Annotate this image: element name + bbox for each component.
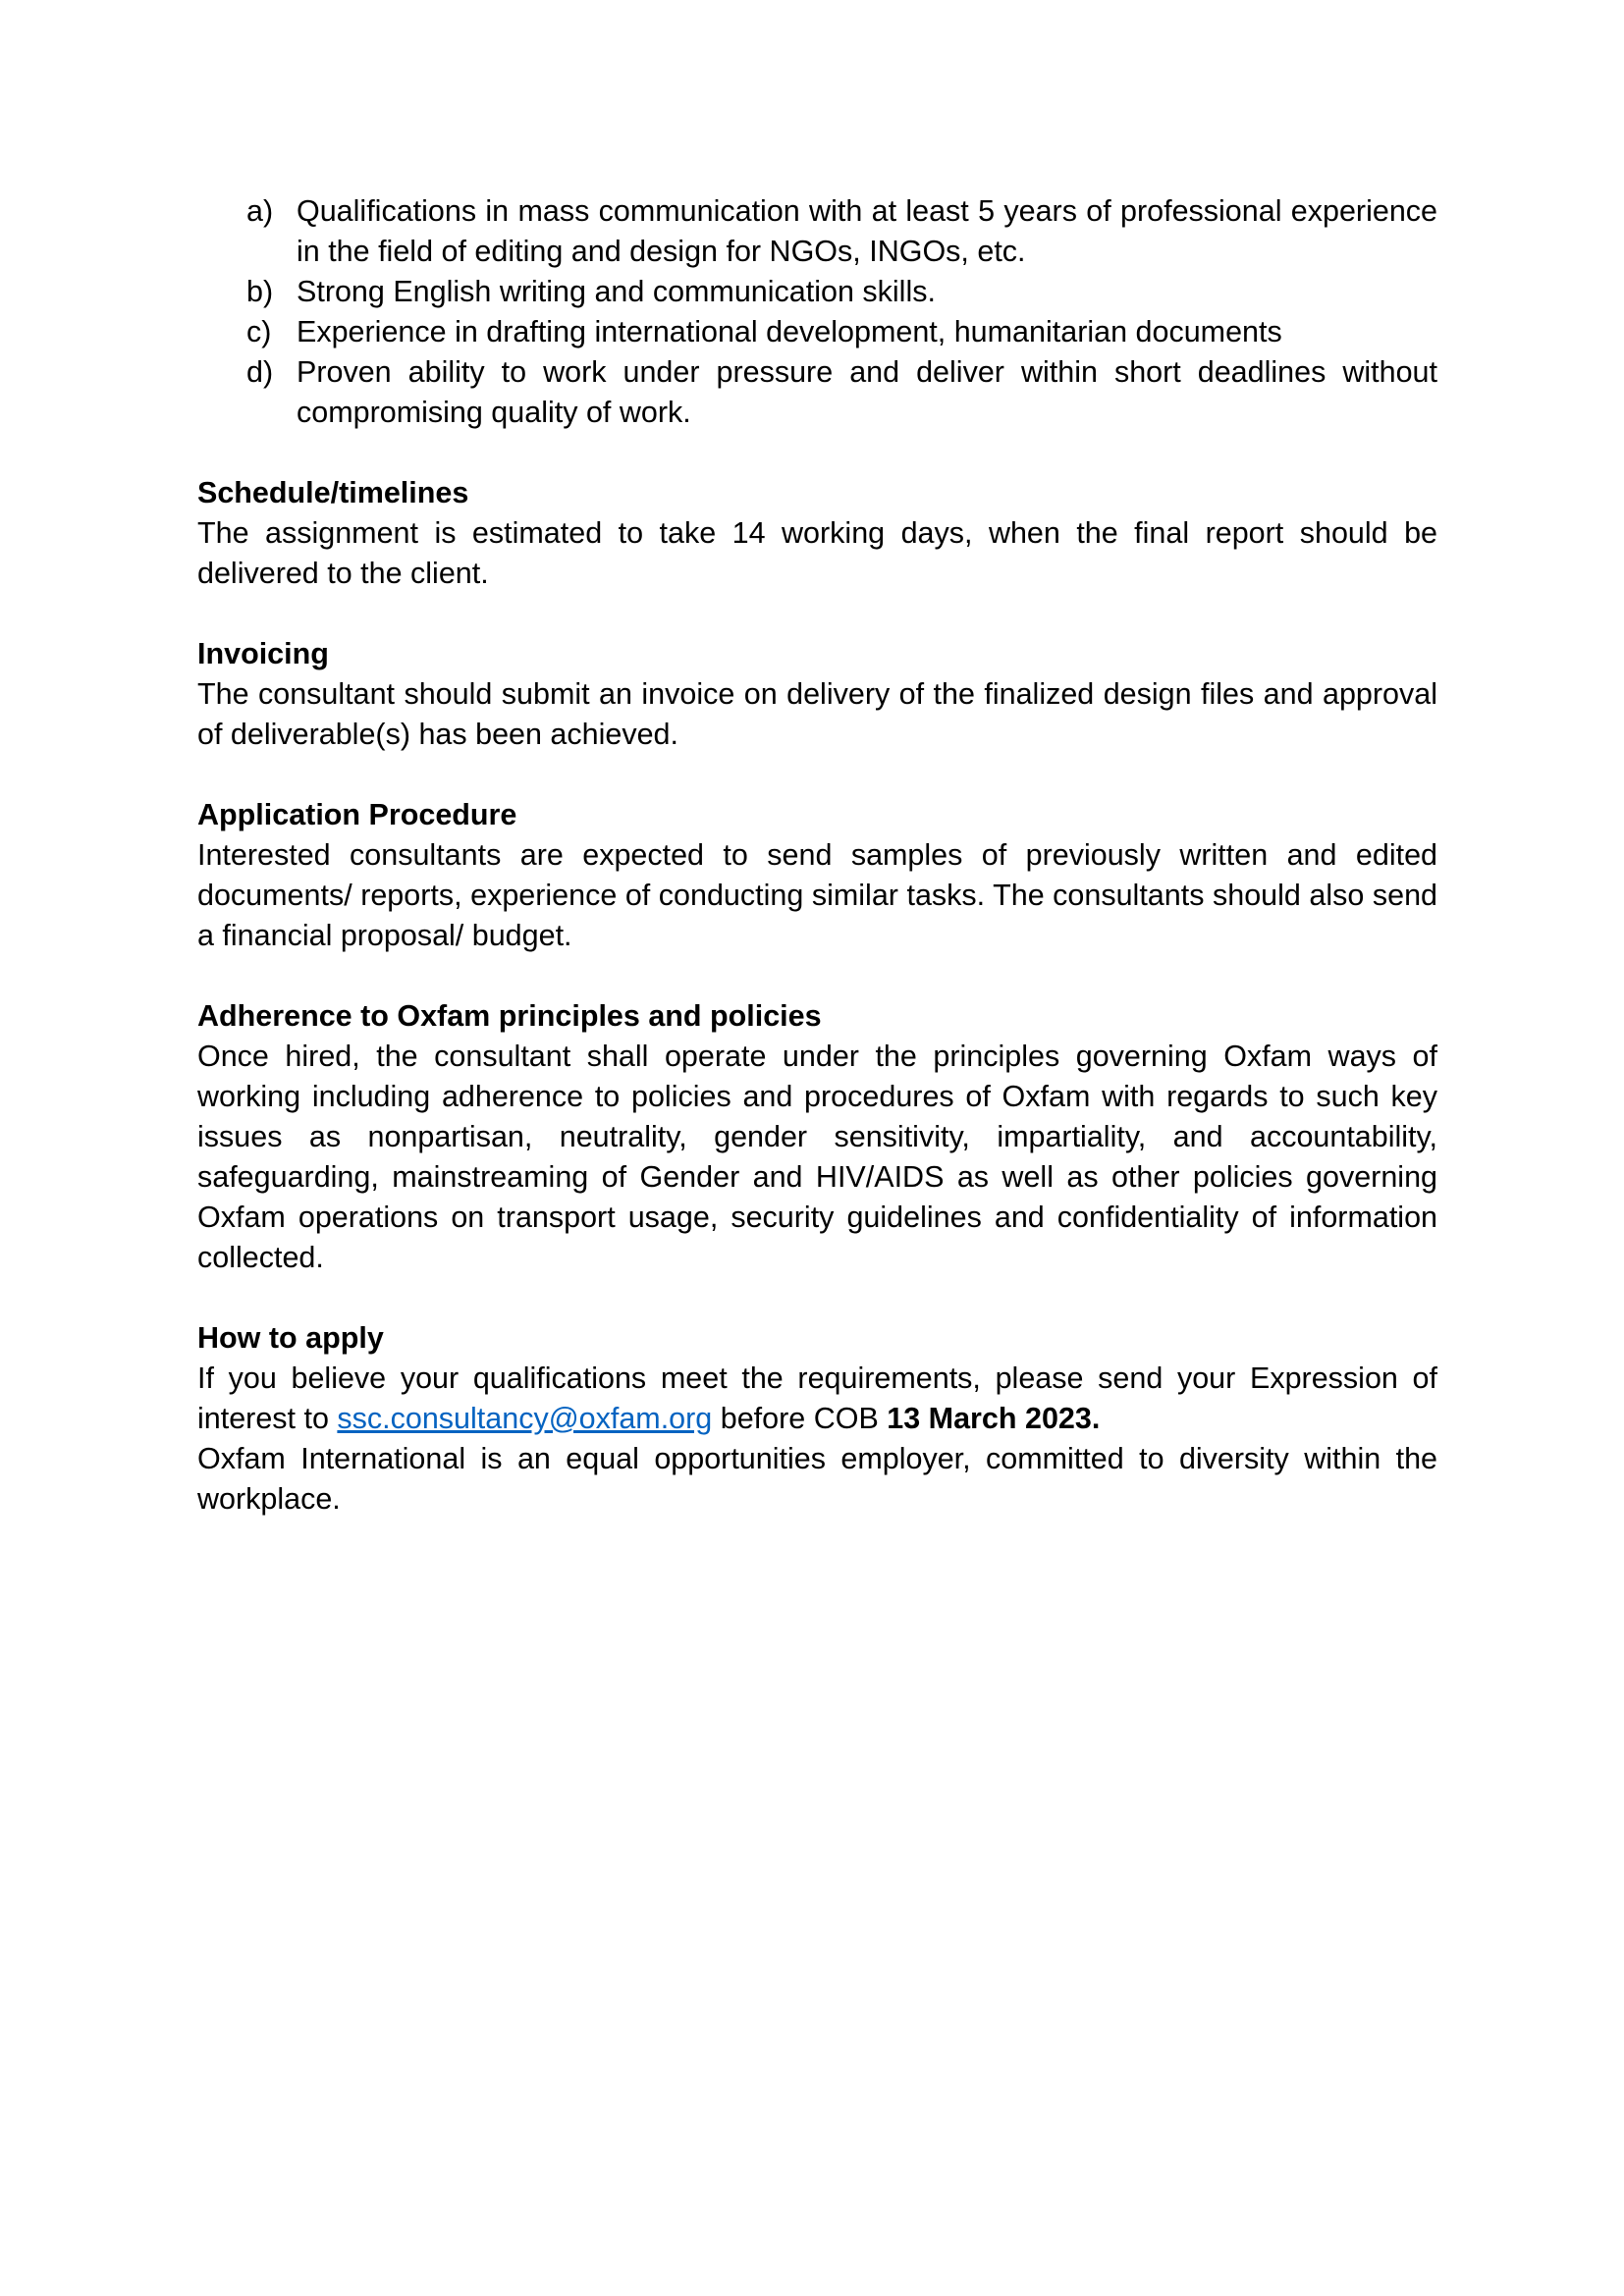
list-marker: b) — [246, 275, 274, 308]
schedule-heading: Schedule/timelines — [197, 476, 469, 509]
schedule-body: The assignment is estimated to take 14 working days, when the final report should be delivered to the client. — [197, 516, 1437, 590]
qualification-item-a — [197, 191, 1437, 272]
qualification-text: Experience in drafting international development, humanitarian documents — [297, 315, 1282, 348]
qualification-text: Qualifications in mass communication with at least 5 years of professional experience in the field of editing and design for NGOs, INGOs, etc. — [297, 194, 1437, 268]
adherence-heading: Adherence to Oxfam principles and policies — [197, 999, 822, 1033]
how-to-apply-middle: before COB — [712, 1402, 888, 1435]
qualification-text: Strong English writing and communication skills. — [297, 275, 936, 308]
email-link[interactable]: ssc.consultancy@oxfam.org — [337, 1402, 713, 1435]
how-to-apply-heading: How to apply — [197, 1321, 384, 1355]
qualifications-list — [197, 191, 1437, 433]
qualification-item-b — [197, 272, 1437, 312]
adherence-section — [197, 996, 1437, 1278]
how-to-apply-body — [197, 1359, 1437, 1439]
equal-opportunity-statement: Oxfam International is an equal opportunities employer, committed to diversity within the workplace. — [197, 1442, 1437, 1516]
list-marker: c) — [246, 315, 272, 348]
list-marker: d) — [246, 355, 274, 389]
invoicing-body: The consultant should submit an invoice on delivery of the finalized design files and approval of deliverable(s) has been achieved. — [197, 677, 1437, 751]
invoicing-heading: Invoicing — [197, 637, 329, 670]
application-body: Interested consultants are expected to send samples of previously written and edited documents/ reports, experience of conducting similar tasks. The consultants should also send a financial proposal/ budget. — [197, 838, 1437, 952]
application-section — [197, 795, 1437, 956]
application-heading: Application Procedure — [197, 798, 517, 831]
deadline-date: 13 March 2023. — [887, 1402, 1101, 1435]
invoicing-section — [197, 634, 1437, 755]
qualification-item-c — [197, 312, 1437, 352]
document-page — [197, 191, 1437, 1520]
schedule-section — [197, 473, 1437, 594]
adherence-body: Once hired, the consultant shall operate under the principles governing Oxfam ways of working including adherence to policies and procedures of Oxfam with regards to such key issues as nonpartisan, neutrality, gender sensitivity, impartiality, and accountability, safeguarding, mainstreaming of Gender and HIV/AIDS as well as other policies governing Oxfam operations on transport usage, security guidelines and confidentiality of information collected. — [197, 1040, 1437, 1274]
how-to-apply-section — [197, 1318, 1437, 1520]
list-marker: a) — [246, 194, 274, 228]
qualification-text: Proven ability to work under pressure and deliver within short deadlines without compromising quality of work. — [297, 355, 1437, 429]
qualification-item-d — [197, 352, 1437, 433]
how-to-apply-prefix: If you believe your qualifications meet the requirements, please send your Expression of interest to — [197, 1362, 1437, 1435]
